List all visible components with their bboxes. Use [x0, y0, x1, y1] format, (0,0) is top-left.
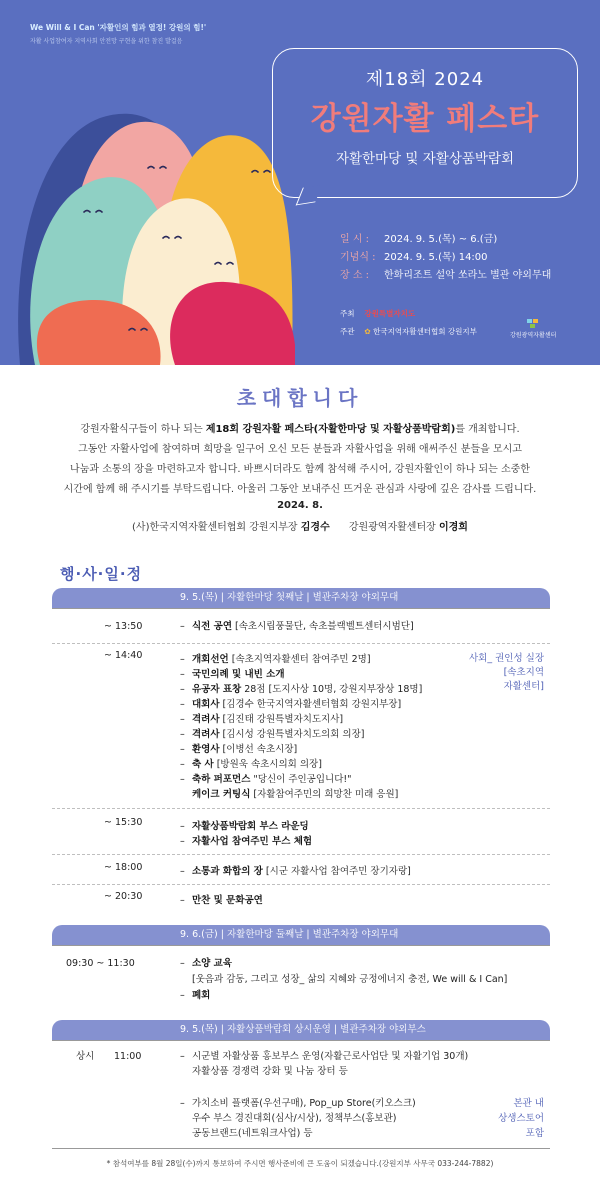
info-venue-value: 한화리조트 설악 쏘라노 별관 야외무대	[384, 270, 552, 281]
hero-edition: 제18회 2024	[365, 69, 485, 90]
day1-item-address: – 대회사 [김경수 한국지역자활센터협회 강원지부장]	[180, 699, 402, 710]
item-detail: "당신이 주인공입니다!"	[250, 774, 352, 785]
item-title: 식전 공연	[192, 621, 233, 632]
divider	[52, 808, 550, 809]
day1-mc-note	[469, 652, 544, 694]
side-line: 본관 내	[513, 1098, 544, 1109]
invitation-body	[30, 420, 570, 500]
item-detail: 28점 [도지사상 10명, 강원지부장상 18명]	[241, 684, 423, 695]
signer1-org: (사)한국지역자활센터협회 강원지부장	[132, 522, 298, 533]
item-title: 대회사	[192, 699, 220, 710]
divider	[52, 608, 550, 609]
item-title: 개회선언	[192, 654, 229, 665]
day1-item-congrats: – 축 사 [방원욱 속초시의회 의장]	[180, 759, 322, 770]
day2-item-education-detail	[180, 972, 507, 987]
hero-title: 강원자활 페스타	[310, 101, 540, 137]
mc-line: [속초지역	[503, 667, 544, 678]
invitation-line-1c: 를 개최합니다.	[455, 424, 520, 435]
item-detail: [속초시립풍물단, 속초블랙벨트센터시범단]	[232, 621, 414, 632]
invitation-line-3: 나눔과 소통의 장을 마련하고자 합니다. 바쁘시더라도 함께 참석해 주시어, 강원자활인이 하나 되는 소중한	[70, 464, 530, 475]
info-ceremony-key: 기념식 :	[340, 252, 376, 263]
item-detail: [김시성 강원특별자치도의회 의장]	[219, 729, 365, 740]
invitation-line-1a: 강원자활식구들이 하나 되는	[80, 424, 206, 435]
footnote: * 참석여부를 8월 28일(수)까지 통보하여 주시면 행사준비에 큰 도움이 되겠습니다.(강원지부 사무국 033-244-7882)	[106, 1159, 494, 1168]
day1-time-5: ~ 20:30	[104, 891, 143, 902]
item-title: 자활상품박람회 부스 라운딩	[192, 821, 309, 832]
expo-line-2	[180, 1064, 348, 1079]
item-detail: 시군별 자활상품 홍보부스 운영(자활근로사업단 및 자활기업 30개)	[192, 1051, 469, 1062]
item-title: 만찬 및 문화공연	[192, 895, 263, 906]
invitation-line-4: 시간에 함께 해 주시기를 부탁드립니다. 아울러 그동안 보내주신 뜨거운 관심과 사랑에 깊은 감사를 드립니다.	[63, 484, 537, 495]
info-date-value: 2024. 9. 5.(목) ~ 6.(금)	[384, 234, 498, 245]
item-detail: [속초지역자활센터 참여주민 2명]	[228, 654, 371, 665]
organizer-label: 주관	[340, 327, 355, 336]
host-row	[340, 308, 415, 319]
divider	[52, 1040, 550, 1041]
day2-item-education: – 소양 교육	[180, 958, 233, 969]
expo-band: 9. 5.(목) | 자활상품박람회 상시운영 | 별관주차장 야외부스	[52, 1020, 550, 1040]
expo-line-3: – 가치소비 플랫폼(우선구매), Pop_up Store(키오스크)	[180, 1098, 416, 1109]
mc-line: 사회_ 권인성 실장	[468, 653, 544, 664]
item-detail: 가치소비 플랫폼(우선구매), Pop_up Store(키오스크)	[192, 1098, 416, 1109]
item-detail: [웃음과 감동, 그리고 성장_ 삶의 지혜와 긍정에너지 충전, We will & I Can]	[192, 974, 508, 985]
hero-tagline: We Will & I Can '자활인의 힘과 열정! 강원의 힘!'	[30, 23, 207, 32]
day1-item-preshow: – 식전 공연 [속초시립풍물단, 속초블랙벨트센터시범단]	[180, 621, 414, 632]
signer1-name: 김경수	[300, 522, 330, 533]
organizer-logo: 한국지역자활센터협회 강원지부	[373, 327, 477, 336]
item-title: 격려사	[192, 729, 220, 740]
center-logo	[510, 319, 556, 339]
item-detail: [방원욱 속초시의회 의장]	[213, 759, 322, 770]
day1-item-cake	[180, 787, 398, 802]
hero-banner	[0, 0, 600, 365]
day1-item-opening: – 개회선언 [속초지역자활센터 참여주민 2명]	[180, 654, 371, 665]
signer2-name: 이경희	[438, 522, 468, 533]
item-detail: [김경수 한국지역자활센터협회 강원지부장]	[219, 699, 402, 710]
hero-tagline-sub: 자활 사업참여자 지역사회 안전망 구현을 위한 참진 발걸음	[30, 38, 183, 45]
invitation-title: 초대합니다	[236, 386, 364, 410]
invitation-line-2: 그동안 자활사업에 참여하며 희망을 일구어 오신 모든 분들과 자활사업을 위해 애써주신 분들을 모시고	[78, 444, 522, 455]
day2-band: 9. 6.(금) | 자활한마당 둘째날 | 별관주차장 야외무대	[52, 925, 550, 945]
organizer-logo-icon: ✿	[364, 327, 371, 336]
day2-item-closing: – 폐회	[180, 990, 211, 1001]
expo-time-label: 상시	[76, 1051, 95, 1062]
item-title: 폐회	[192, 990, 211, 1001]
day1-item-awards: – 유공자 표창 28점 [도지사상 10명, 강원지부장상 18명]	[180, 684, 423, 695]
center-logo-text: 강원광역자활센터	[510, 332, 557, 339]
host-logo: 강원특별자치도	[364, 309, 416, 318]
item-title: 축하 퍼포먼스	[192, 774, 251, 785]
expo-time: 11:00	[114, 1051, 142, 1062]
info-date-key: 일 시 :	[340, 234, 370, 245]
hero-subtitle: 자활한마당 및 자활상품박람회	[335, 151, 515, 167]
day1-time-1: ~ 13:50	[104, 621, 143, 632]
item-detail: 자활상품 경쟁력 강화 및 나눔 장터 등	[192, 1066, 348, 1077]
item-title: 소양 교육	[192, 958, 233, 969]
invitation-date: 2024. 8.	[277, 500, 323, 511]
item-title: 케이크 커팅식	[192, 789, 251, 800]
day1-item-welcome: – 환영사 [이병선 속초시장]	[180, 744, 298, 755]
day1-item-anthem: – 국민의례 및 내빈 소개	[180, 669, 285, 680]
day1-item-performance: – 축하 퍼포먼스 "당신이 주인공입니다!"	[180, 774, 352, 785]
item-detail: 공동브랜드(네트워크사업) 등	[192, 1128, 313, 1139]
expo-side-note	[498, 1096, 544, 1141]
invitation-line-1	[30, 420, 570, 440]
info-date	[340, 230, 497, 245]
day1-band: 9. 5.(목) | 자활한마당 첫째날 | 별관주차장 야외무대	[52, 588, 550, 608]
expo-line-5	[180, 1126, 313, 1141]
day1-item-talent: – 소통과 화합의 장 [시군 자활사업 참여주민 장기자랑]	[180, 866, 411, 877]
item-title: 축 사	[192, 759, 214, 770]
item-detail: [자활참여주민의 희망찬 미래 응원]	[250, 789, 399, 800]
item-title: 환영사	[192, 744, 220, 755]
info-ceremony-value: 2024. 9. 5.(목) 14:00	[384, 252, 488, 263]
item-title: 격려사	[192, 714, 220, 725]
divider	[52, 945, 550, 946]
divider	[52, 884, 550, 885]
schedule-title: 행·사·일·정	[60, 565, 143, 583]
side-line: 포함	[525, 1128, 544, 1139]
host-label: 주최	[340, 309, 355, 318]
day1-item-encourage-2: – 격려사 [김시성 강원특별자치도의회 의장]	[180, 729, 365, 740]
center-logo-icon	[527, 319, 539, 328]
day1-item-dinner: – 만찬 및 문화공연	[180, 895, 263, 906]
day1-time-3: ~ 15:30	[104, 817, 143, 828]
info-venue-key: 장 소 :	[340, 270, 370, 281]
item-detail: [시군 자활사업 참여주민 장기자랑]	[262, 866, 411, 877]
signer2-org: 강원광역자활센터장	[348, 522, 436, 533]
day2-time: 09:30 ~ 11:30	[66, 958, 135, 969]
day1-time-4: ~ 18:00	[104, 862, 143, 873]
organizer-row	[340, 326, 477, 337]
day1-item-encourage-1: – 격려사 [김진태 강원특별자치도지사]	[180, 714, 344, 725]
item-detail: [김진태 강원특별자치도지사]	[219, 714, 344, 725]
day1-time-2: ~ 14:40	[104, 650, 143, 661]
info-ceremony	[340, 248, 488, 263]
divider	[52, 854, 550, 855]
day1-item-booth-exp: – 자활사업 참여주민 부스 체험	[180, 836, 313, 847]
item-title: 유공자 표창	[192, 684, 242, 695]
item-detail: [이병선 속초시장]	[219, 744, 298, 755]
expo-line-1: – 시군별 자활상품 홍보부스 운영(자활근로사업단 및 자활기업 30개)	[180, 1051, 469, 1062]
divider	[52, 1148, 550, 1149]
divider	[52, 643, 550, 644]
item-title: 소통과 화합의 장	[192, 866, 263, 877]
item-title: 국민의례 및 내빈 소개	[192, 669, 285, 680]
item-title: 자활사업 참여주민 부스 체험	[192, 836, 313, 847]
mc-line: 자활센터]	[503, 681, 544, 692]
day1-item-booth-round: – 자활상품박람회 부스 라운딩	[180, 821, 309, 832]
invitation-signers	[0, 518, 600, 533]
expo-line-4	[180, 1111, 396, 1126]
invitation-event-name: 제18회 강원자활 페스타(자활한마당 및 자활상품박람회)	[205, 424, 456, 435]
info-venue	[340, 266, 551, 281]
side-line: 상생스토어	[498, 1113, 544, 1124]
item-detail: 우수 부스 경진대회(심사/시상), 정책부스(홍보관)	[192, 1113, 397, 1124]
